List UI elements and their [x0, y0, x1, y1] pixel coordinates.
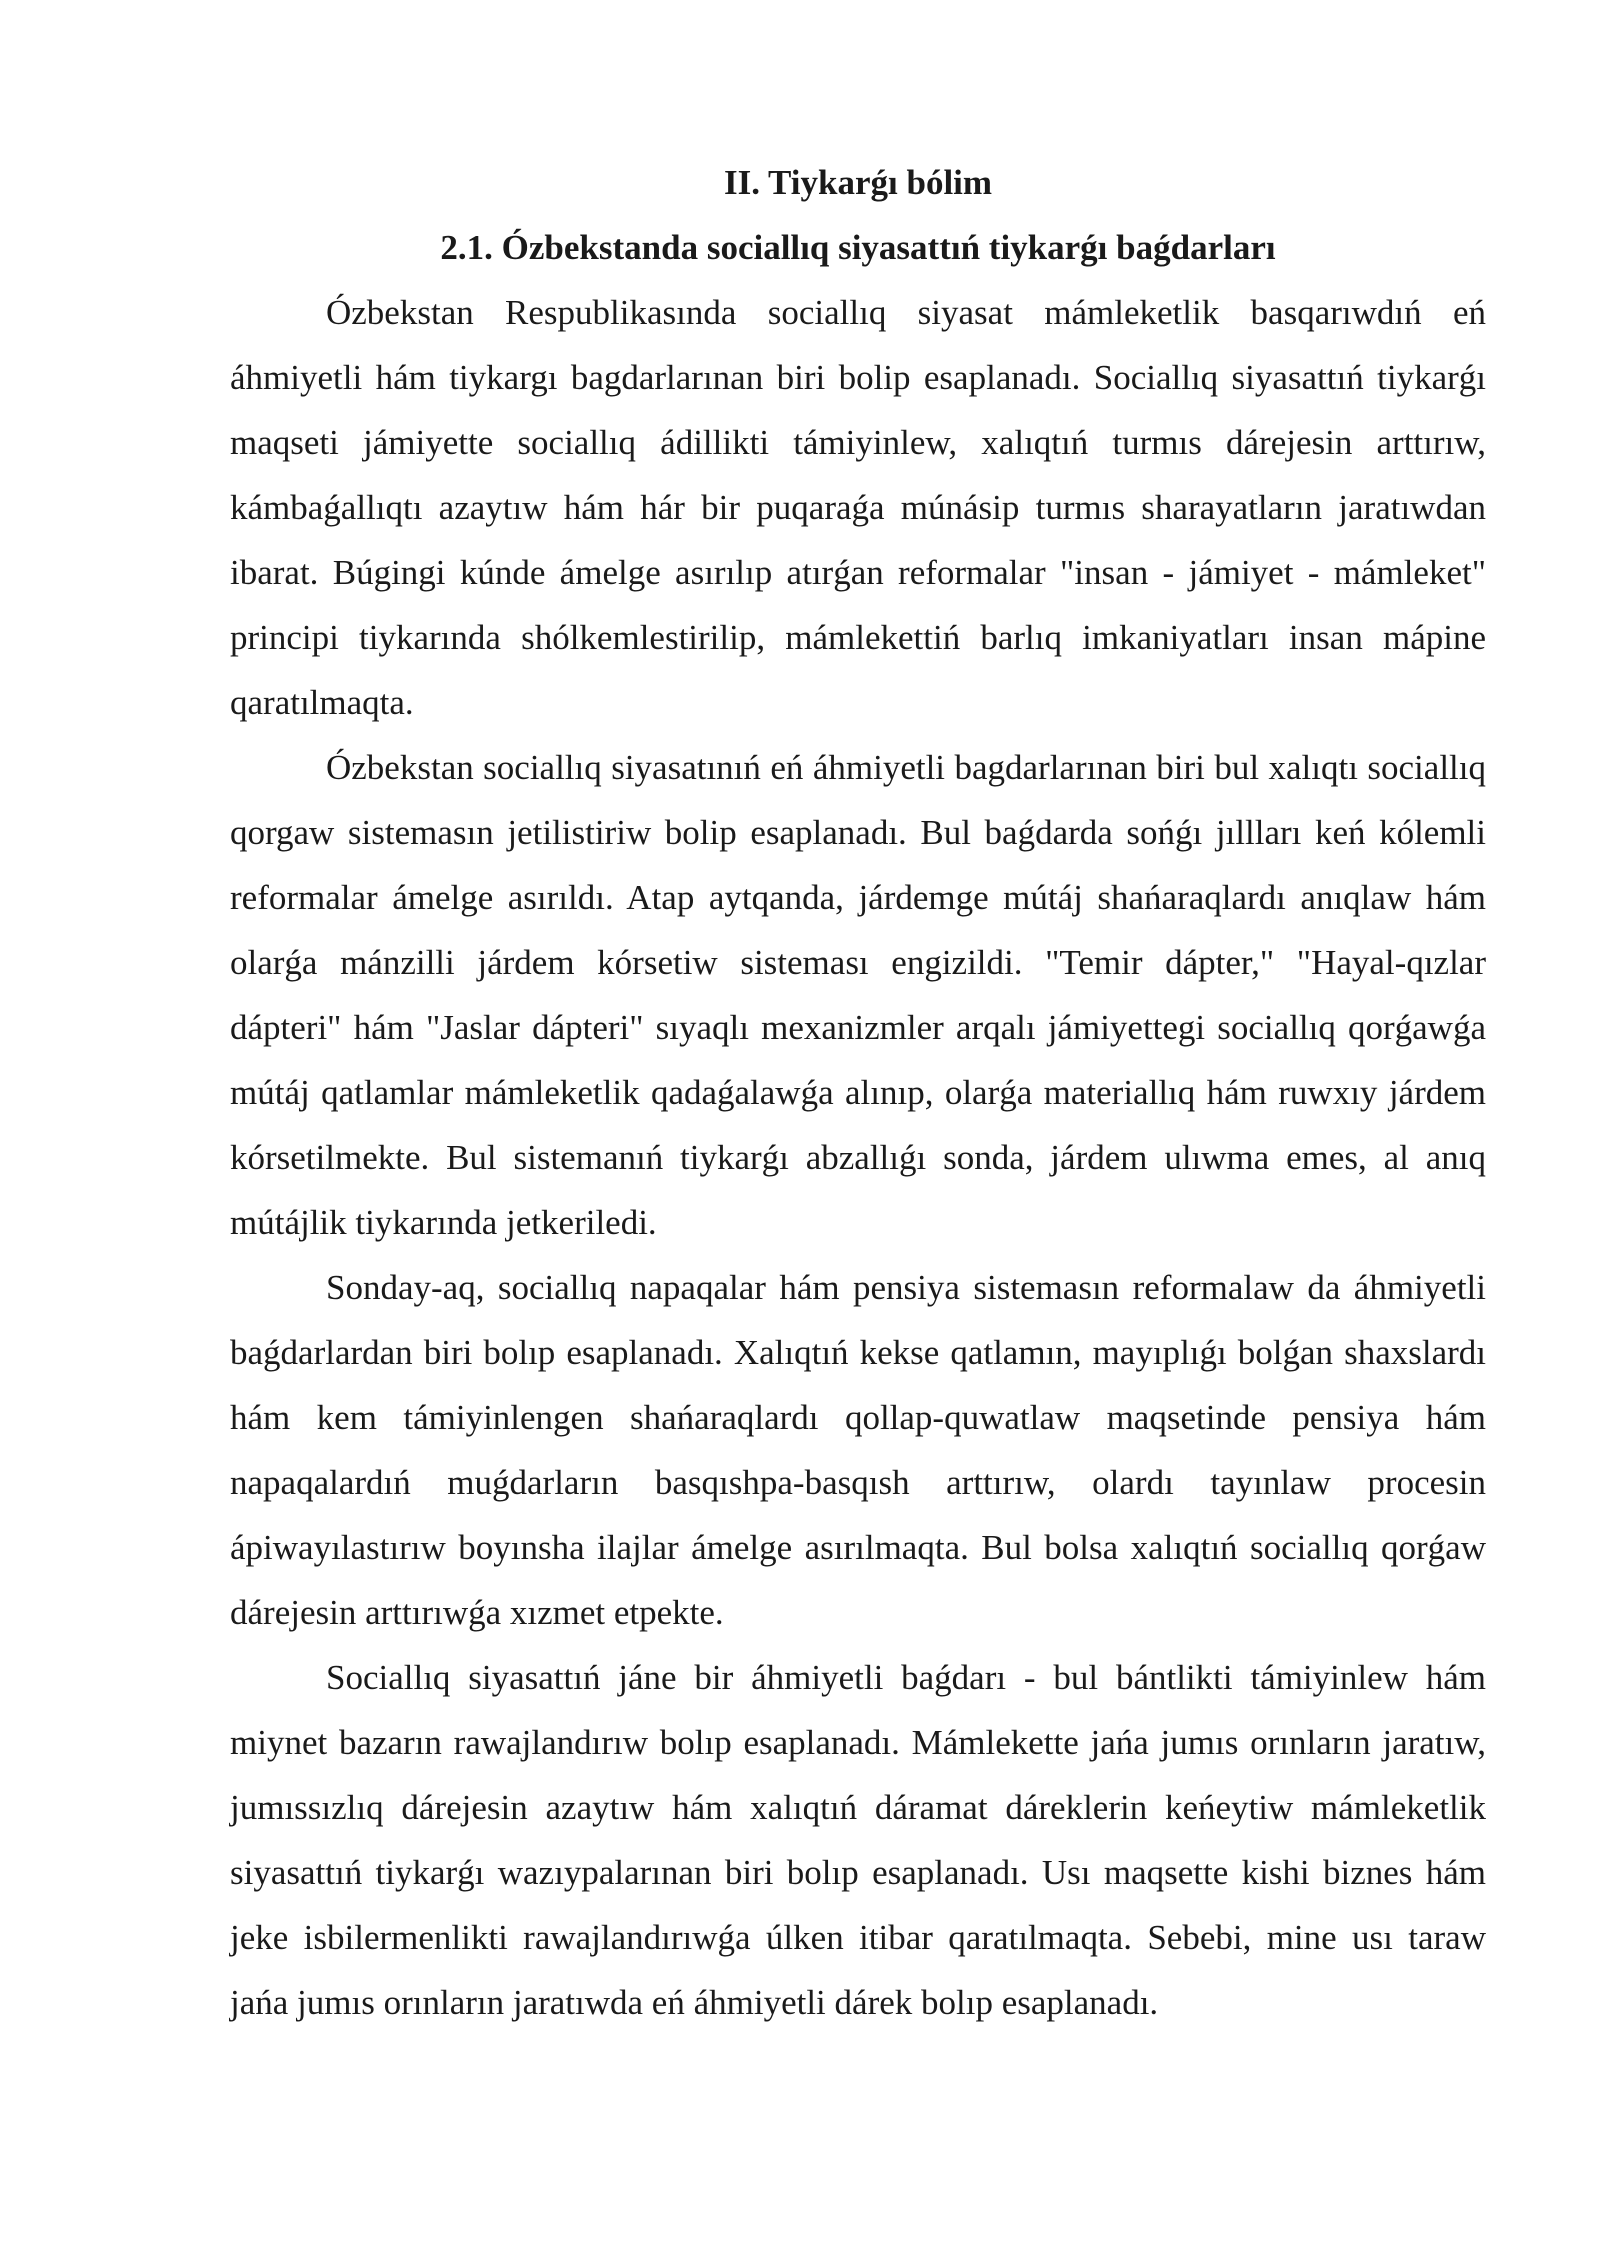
paragraph: Ózbekstan Respublikasında sociallıq siyasat mámleketlik basqarıwdıń eń áhmiyetli hám tiykargı bagdarlarınan biri bolip esaplanadı. Sociallıq siyasattıń tiykarǵı maqseti jámiyette sociallıq ádillikti támiyinlew, xalıqtıń turmıs dárejesin arttırıw, kámbaǵallıqtı azaytıw hám hár bir puqaraǵa múnásip turmıs sharayatların jaratıwdan ibarat. Búgingi kúnde ámelge asırılıp atırǵan reformalar "insan - jámiyet - mámleket" principi tiykarında shólkemlestirilip, mámlekettiń barlıq imkaniyatları insan mápine qaratılmaqta. — [230, 293, 1486, 722]
section-title: 2.1. Ózbekstanda sociallıq siyasattıń tiykarǵı baǵdarları — [440, 228, 1276, 267]
paragraph: Ózbekstan sociallıq siyasatınıń eń áhmiyetli bagdarlarınan biri bul xalıqtı sociallıq qorgaw sistemasın jetilistiriw bolip esaplanadı. Bul baǵdarda sońǵı jıllları keń kólemli reformalar ámelge asırıldı. Atap aytqanda, járdemge mútáj shańaraqlardı anıqlaw hám olarǵa mánzilli járdem kórsetiw sisteması engizildi. "Temir dápter," "Hayal-qızlar dápteri" hám "Jaslar dápteri" sıyaqlı mexanizmler arqalı jámiyettegi sociallıq qorǵawǵa mútáj qatlamlar mámleketlik qadaǵalawǵa alınıp, olarǵa materiallıq hám ruwxıy járdem kórsetilmekte. Bul sistemanıń tiykarǵı abzallıǵı sonda, járdem ulıwma emes, al anıq mútájlik tiykarında jetkeriledi. — [230, 748, 1486, 1242]
document-body — [230, 150, 1486, 2035]
part-title: II. Tiykarǵı bólim — [723, 163, 993, 202]
paragraph: Sonday-aq, sociallıq napaqalar hám pensiya sistemasın reformalaw da áhmiyetli baǵdarlardan biri bolıp esaplanadı. Xalıqtıń kekse qatlamın, mayıplıǵı bolǵan shaxslardı hám kem támiyinlengen shańaraqlardı qollap-quwatlaw maqsetinde pensiya hám napaqalardıń muǵdarların basqıshpa-basqısh arttırıw, olardı tayınlaw procesin ápiwayılastırıw boyınsha ilajlar ámelge asırılmaqta. Bul bolsa xalıqtıń sociallıq qorǵaw dárejesin arttırıwǵa xızmet etpekte. — [230, 1268, 1486, 1632]
paragraph: Sociallıq siyasattıń jáne bir áhmiyetli baǵdarı - bul bántlikti támiyinlew hám miynet bazarın rawajlandırıw bolıp esaplanadı. Mámlekette jańa jumıs orınların jaratıw, jumıssızlıq dárejesin azaytıw hám xalıqtıń dáramat dáreklerin keńeytiw mámleketlik siyasattıń tiykarǵı wazıypalarınan biri bolıp esaplanadı. Usı maqsette kishi biznes hám jeke isbilermenlikti rawajlandırıwǵa úlken itibar qaratılmaqta. Sebebi, mine usı taraw jańa jumıs orınların jaratıwda eń áhmiyetli dárek bolıp esaplanadı. — [230, 1658, 1486, 2022]
